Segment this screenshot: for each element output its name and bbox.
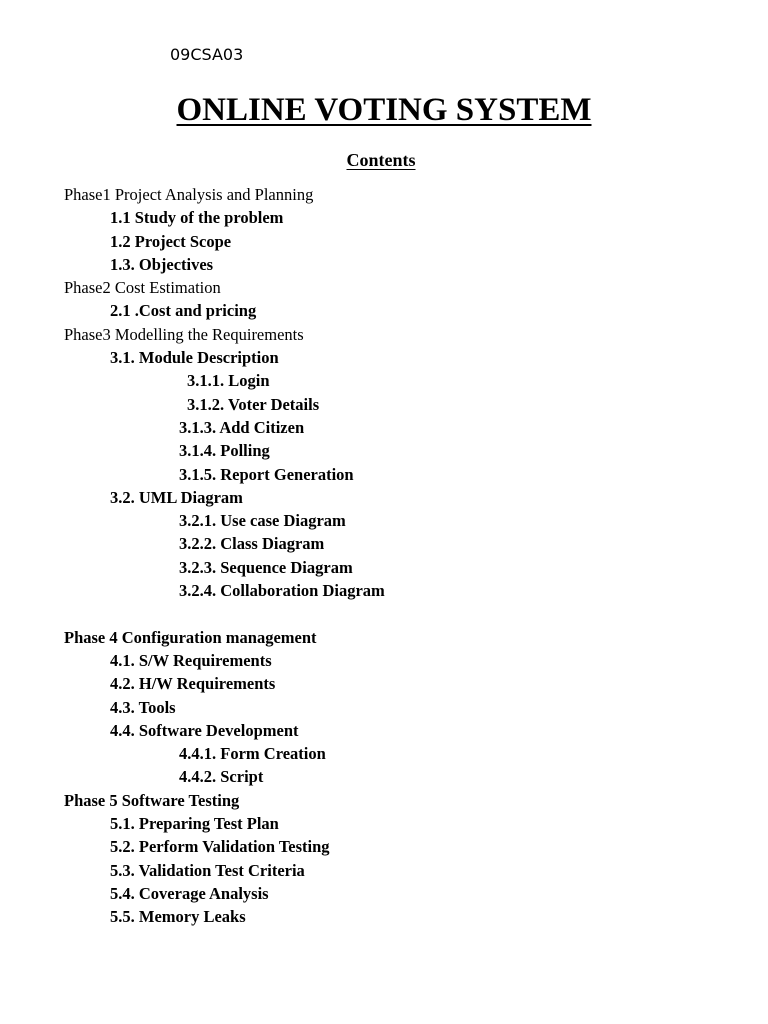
toc-entry: 3.2.3. Sequence Diagram — [179, 557, 353, 577]
toc-phase-entry: Phase2 Cost Estimation — [64, 278, 221, 298]
toc-entry: 4.4.1. Form Creation — [179, 744, 326, 764]
contents-heading: Contents — [346, 150, 416, 170]
toc-phase-entry: Phase 4 Configuration management — [64, 627, 317, 647]
toc-entry: 3.2.1. Use case Diagram — [179, 511, 346, 531]
toc-phase-entry: Phase1 Project Analysis and Planning — [64, 185, 314, 204]
toc-phase-entry: Phase 5 Software Testing — [64, 790, 240, 810]
toc-entry: 3.2. UML Diagram — [110, 487, 243, 507]
toc-entry: 5.2. Perform Validation Testing — [110, 837, 330, 857]
toc-entry: 3.1.2. Voter Details — [187, 394, 320, 414]
toc-entry: 3.1.1. Login — [187, 371, 270, 391]
toc-entry: 3.2.2. Class Diagram — [179, 534, 325, 554]
toc-entry: 5.4. Coverage Analysis — [110, 883, 269, 903]
toc-entry: 3.1. Module Description — [110, 348, 279, 368]
toc-entry: 3.1.5. Report Generation — [179, 464, 354, 484]
toc-entry: 3.2.4. Collaboration Diagram — [179, 581, 385, 601]
toc-spacer — [64, 602, 744, 625]
toc-entry: 1.1 Study of the problem — [110, 208, 284, 228]
toc-entry: 1.2 Project Scope — [110, 231, 232, 251]
document-code: 09CSA03 — [170, 45, 244, 64]
table-of-contents — [64, 183, 744, 929]
toc-entry: 4.2. H/W Requirements — [110, 674, 276, 694]
toc-entry: 4.4.2. Script — [179, 767, 264, 787]
toc-entry: 4.1. S/W Requirements — [110, 650, 272, 670]
toc-entry: 4.3. Tools — [110, 697, 176, 717]
toc-entry: 5.3. Validation Test Criteria — [110, 860, 305, 880]
toc-phase-entry: Phase3 Modelling the Requirements — [64, 324, 304, 344]
toc-entry: 4.4. Software Development — [110, 720, 299, 740]
toc-entry: 1.3. Objectives — [110, 254, 214, 274]
toc-entry: 2.1 .Cost and pricing — [110, 301, 257, 321]
document-title: ONLINE VOTING SYSTEM — [176, 92, 592, 128]
toc-entry: 3.1.4. Polling — [179, 441, 270, 461]
toc-entry: 5.5. Memory Leaks — [110, 907, 246, 927]
toc-entry: 5.1. Preparing Test Plan — [110, 814, 279, 834]
toc-entry: 3.1.3. Add Citizen — [179, 417, 305, 437]
